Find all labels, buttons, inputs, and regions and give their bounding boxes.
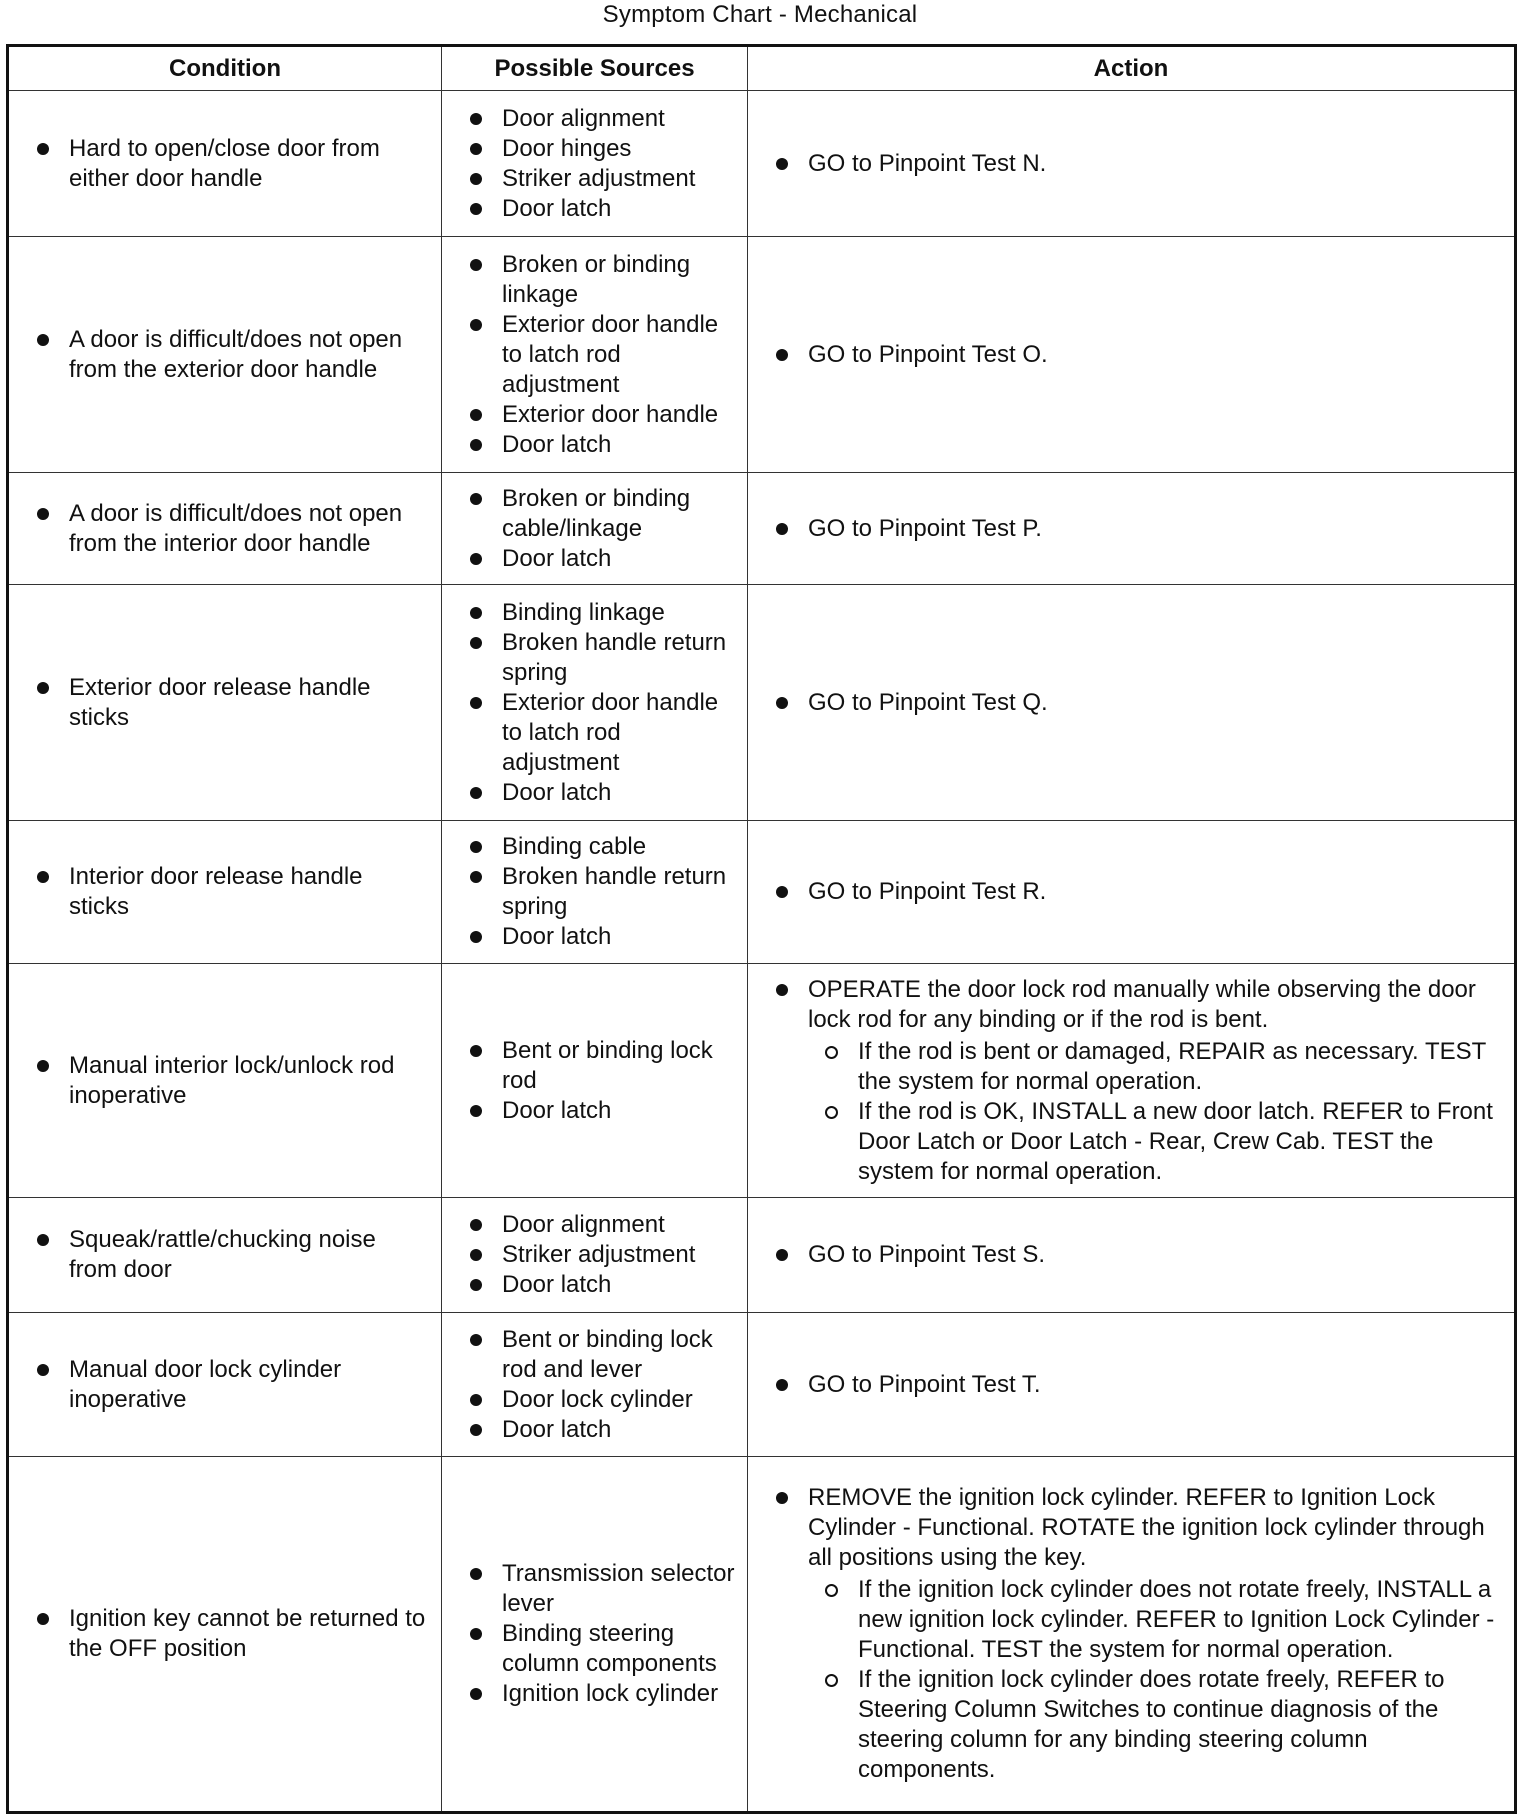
source-item: Door alignment	[468, 1210, 739, 1240]
chart-title: Symptom Chart - Mechanical	[602, 1, 918, 28]
source-item: Ignition lock cylinder	[468, 1679, 739, 1709]
source-item: Door lock cylinder	[468, 1385, 739, 1415]
source-item: Door latch	[468, 1415, 739, 1445]
action-subitem: If the ignition lock cylinder does rotate freely, REFER to Steering Column Switches to continue diagnosis of the steering column for any binding steering column components.	[808, 1665, 1504, 1785]
action-cell	[748, 473, 1516, 585]
symptom-table	[6, 44, 1517, 1814]
action-list	[774, 1240, 1504, 1270]
source-item: Broken handle return spring	[468, 862, 739, 922]
condition-list	[35, 134, 427, 194]
source-item: Striker adjustment	[468, 164, 739, 194]
sources-cell	[442, 237, 748, 473]
table-row	[8, 585, 1516, 821]
condition-item: Ignition key cannot be returned to the OFF position	[35, 1604, 427, 1664]
condition-cell	[8, 473, 442, 585]
condition-list	[35, 1604, 427, 1664]
table-row	[8, 821, 1516, 964]
action-sublist	[808, 1575, 1504, 1785]
action-item	[774, 1483, 1504, 1785]
sources-cell	[442, 91, 748, 237]
sources-list	[468, 1559, 739, 1709]
sources-list	[468, 1036, 739, 1126]
action-subitem: If the rod is bent or damaged, REPAIR as necessary. TEST the system for normal operation.	[808, 1037, 1504, 1097]
table-row	[8, 237, 1516, 473]
source-item: Door hinges	[468, 134, 739, 164]
action-text: GO to Pinpoint Test P.	[808, 514, 1042, 542]
condition-item: A door is difficult/does not open from the exterior door handle	[35, 325, 427, 385]
condition-cell	[8, 821, 442, 964]
source-item: Exterior door handle	[468, 400, 739, 430]
action-text: GO to Pinpoint Test S.	[808, 1241, 1046, 1268]
source-item: Door latch	[468, 778, 739, 808]
action-list	[774, 975, 1504, 1187]
action-cell	[748, 237, 1516, 473]
action-item	[774, 340, 1504, 370]
action-text: GO to Pinpoint Test Q.	[808, 688, 1048, 716]
condition-cell	[8, 964, 442, 1198]
condition-item: Squeak/rattle/chucking noise from door	[35, 1225, 427, 1285]
condition-list	[35, 1225, 427, 1285]
action-list	[774, 340, 1504, 370]
sources-list	[468, 1210, 739, 1300]
sources-cell	[442, 1198, 748, 1313]
table-row	[8, 473, 1516, 585]
sources-cell	[442, 1313, 748, 1457]
table-body	[8, 91, 1516, 1813]
action-item	[774, 1370, 1504, 1400]
header-condition: Condition	[8, 46, 442, 91]
action-text: GO to Pinpoint Test O.	[808, 340, 1048, 368]
source-item: Bent or binding lock rod and lever	[468, 1325, 739, 1385]
action-cell	[748, 585, 1516, 821]
condition-item: Exterior door release handle sticks	[35, 673, 427, 733]
action-text: REMOVE the ignition lock cylinder. REFER to Ignition Lock Cylinder - Functional. ROTATE the ignition lock cylinder through all positions using the key.	[808, 1484, 1485, 1571]
condition-list	[35, 862, 427, 922]
condition-list	[35, 1051, 427, 1111]
source-item: Door latch	[468, 922, 739, 952]
header-row	[8, 46, 1516, 91]
source-item: Door latch	[468, 430, 739, 460]
action-item	[774, 688, 1504, 718]
condition-cell	[8, 1198, 442, 1313]
action-item	[774, 149, 1504, 179]
sources-list	[468, 1325, 739, 1445]
action-cell	[748, 1313, 1516, 1457]
source-item: Binding steering column components	[468, 1619, 739, 1679]
source-item: Door latch	[468, 544, 739, 574]
condition-cell	[8, 1457, 442, 1813]
action-list	[774, 688, 1504, 718]
condition-list	[35, 325, 427, 385]
condition-cell	[8, 585, 442, 821]
source-item: Exterior door handle to latch rod adjustment	[468, 310, 739, 400]
condition-list	[35, 673, 427, 733]
action-list	[774, 1483, 1504, 1785]
condition-item: Interior door release handle sticks	[35, 862, 427, 922]
sources-cell	[442, 1457, 748, 1813]
source-item: Transmission selector lever	[468, 1559, 739, 1619]
action-subitem: If the ignition lock cylinder does not rotate freely, INSTALL a new ignition lock cylinder. REFER to Ignition Lock Cylinder - Functional. TEST the system for normal operation.	[808, 1575, 1504, 1665]
action-item	[774, 514, 1504, 544]
source-item: Binding linkage	[468, 598, 739, 628]
sources-cell	[442, 585, 748, 821]
source-item: Broken handle return spring	[468, 628, 739, 688]
condition-list	[35, 1355, 427, 1415]
action-cell	[748, 1198, 1516, 1313]
action-list	[774, 1370, 1504, 1400]
condition-cell	[8, 91, 442, 237]
sources-cell	[442, 964, 748, 1198]
action-sublist	[808, 1037, 1504, 1187]
action-subitem: If the rod is OK, INSTALL a new door latch. REFER to Front Door Latch or Door Latch - Rear, Crew Cab. TEST the system for normal operation.	[808, 1097, 1504, 1187]
action-list	[774, 514, 1504, 544]
condition-item: Manual interior lock/unlock rod inoperative	[35, 1051, 427, 1111]
table-row	[8, 964, 1516, 1198]
condition-list	[35, 499, 427, 559]
source-item: Broken or binding linkage	[468, 250, 739, 310]
table-row	[8, 1198, 1516, 1313]
source-item: Broken or binding cable/linkage	[468, 484, 739, 544]
action-cell	[748, 91, 1516, 237]
source-item: Door latch	[468, 1270, 739, 1300]
action-item	[774, 877, 1504, 907]
sources-list	[468, 598, 739, 808]
action-text: GO to Pinpoint Test N.	[808, 149, 1047, 177]
table-row	[8, 91, 1516, 237]
action-cell	[748, 821, 1516, 964]
source-item: Door latch	[468, 194, 739, 224]
source-item: Binding cable	[468, 832, 739, 862]
condition-cell	[8, 1313, 442, 1457]
sources-list	[468, 832, 739, 952]
sources-list	[468, 484, 739, 574]
action-item	[774, 975, 1504, 1187]
sources-list	[468, 250, 739, 460]
action-cell	[748, 1457, 1516, 1813]
action-cell	[748, 964, 1516, 1198]
condition-item: Manual door lock cylinder inoperative	[35, 1355, 427, 1415]
action-text: GO to Pinpoint Test R.	[808, 878, 1047, 905]
source-item: Door alignment	[468, 104, 739, 134]
action-text: GO to Pinpoint Test T.	[808, 1370, 1041, 1398]
action-text: OPERATE the door lock rod manually while observing the door lock rod for any binding or if the rod is bent.	[808, 975, 1476, 1033]
header-action: Action	[748, 46, 1516, 91]
condition-item: A door is difficult/does not open from the interior door handle	[35, 499, 427, 559]
source-item: Striker adjustment	[468, 1240, 739, 1270]
condition-cell	[8, 237, 442, 473]
sources-list	[468, 104, 739, 224]
source-item: Bent or binding lock rod	[468, 1036, 739, 1096]
header-possible-sources: Possible Sources	[442, 46, 748, 91]
source-item: Exterior door handle to latch rod adjustment	[468, 688, 739, 778]
condition-item: Hard to open/close door from either door handle	[35, 134, 427, 194]
action-list	[774, 877, 1504, 907]
action-list	[774, 149, 1504, 179]
action-item	[774, 1240, 1504, 1270]
table-row	[8, 1313, 1516, 1457]
source-item: Door latch	[468, 1096, 739, 1126]
sources-cell	[442, 821, 748, 964]
sources-cell	[442, 473, 748, 585]
table-row	[8, 1457, 1516, 1813]
